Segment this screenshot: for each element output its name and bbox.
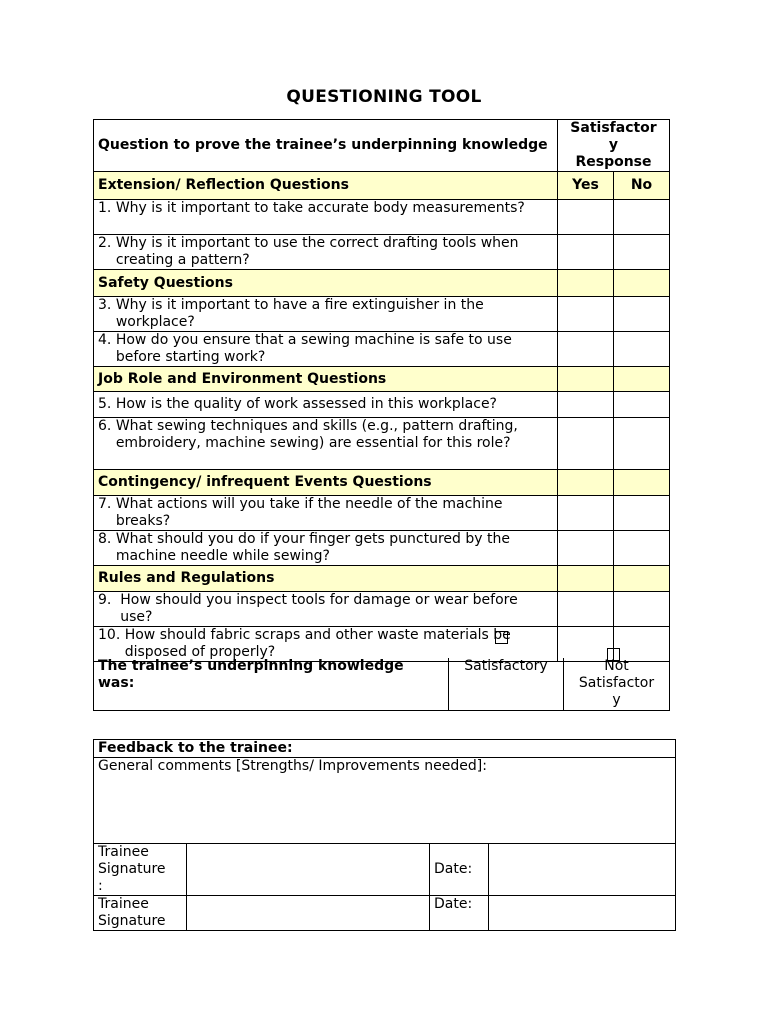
trainee-signature-label: Trainee Signature : (94, 844, 187, 896)
no-cell[interactable] (614, 332, 670, 367)
question-column-header: Question to prove the trainee’s underpinning knowledge (94, 120, 558, 172)
no-cell[interactable] (614, 392, 670, 418)
section-title: Job Role and Environment Questions (94, 367, 558, 392)
yes-cell[interactable] (558, 496, 614, 531)
question-row: 6. What sewing techniques and skills (e.g., pattern drafting, embroidery, machine sewing) are essential for this role? (94, 418, 670, 470)
no-cell[interactable] (614, 627, 670, 662)
yes-cell[interactable] (558, 200, 614, 235)
no-cell[interactable] (614, 418, 670, 470)
page-title: QUESTIONING TOOL (286, 87, 482, 107)
signature-row (94, 844, 676, 896)
question-text: Why is it important to have a fire extinguisher in the workplace? (115, 297, 484, 330)
question-row: 2. Why is it important to use the correct drafting tools when creating a pattern? (94, 235, 670, 270)
date-label: Date: (430, 844, 489, 896)
yes-cell[interactable] (558, 297, 614, 332)
section-title: Contingency/ infrequent Events Questions (94, 470, 558, 496)
yes-header: Yes (558, 172, 614, 200)
feedback-table (93, 739, 676, 931)
section-title: Rules and Regulations (94, 566, 558, 592)
question-row: 9. How should you inspect tools for damage or wear before use? (94, 592, 670, 627)
general-comments-label: General comments [Strengths/ Improvements needed]: (98, 758, 487, 774)
question-row: 10. How should fabric scraps and other waste materials be disposed of properly? (94, 627, 670, 662)
no-cell[interactable] (614, 531, 670, 566)
section-title: Safety Questions (94, 270, 558, 297)
question-text: Why is it important to take accurate body measurements? (115, 200, 525, 216)
date-label: Date: (430, 896, 489, 931)
yes-cell[interactable] (558, 392, 614, 418)
yes-cell[interactable] (558, 235, 614, 270)
yes-cell[interactable] (558, 418, 614, 470)
general-comments-field[interactable] (94, 758, 676, 844)
question-text: How should fabric scraps and other waste materials be disposed of properly? (124, 627, 511, 660)
trainee-signature-label: Trainee Signature (94, 896, 187, 931)
question-row: 3. Why is it important to have a fire extinguisher in the workplace? (94, 297, 670, 332)
question-row: 4. How do you ensure that a sewing machine is safe to use before starting work? (94, 332, 670, 367)
question-text: What sewing techniques and skills (e.g., pattern drafting, embroidery, machine sewing) are essential for this role? (115, 418, 518, 451)
header-row (94, 120, 670, 172)
response-column-header: Satisfactor y Response (558, 120, 670, 172)
questioning-table (93, 119, 670, 662)
signature-row (94, 896, 676, 931)
result-table (93, 658, 670, 711)
question-text: What actions will you take if the needle of the machine breaks? (115, 496, 503, 529)
section-row (94, 470, 670, 496)
date-field[interactable] (489, 844, 676, 896)
trainee-signature-field[interactable] (187, 896, 430, 931)
section-row (94, 270, 670, 297)
no-cell[interactable] (614, 496, 670, 531)
satisfactory-option[interactable]: Satisfactory (449, 658, 564, 710)
yes-cell[interactable] (558, 627, 614, 662)
yes-cell[interactable] (558, 592, 614, 627)
satisfactory-checkbox[interactable] (495, 631, 508, 644)
question-text: How do you ensure that a sewing machine is safe to use before starting work? (115, 332, 512, 365)
result-row (94, 658, 670, 710)
result-label: The trainee’s underpinning knowledge was: (94, 658, 449, 710)
question-text: How should you inspect tools for damage or wear before use? (120, 592, 518, 625)
question-row: 5. How is the quality of work assessed in this workplace? (94, 392, 670, 418)
question-row: 7. What actions will you take if the needle of the machine breaks? (94, 496, 670, 531)
section-row (94, 172, 670, 200)
section-row (94, 566, 670, 592)
not-satisfactory-checkbox[interactable] (607, 648, 620, 661)
date-field[interactable] (489, 896, 676, 931)
section-row (94, 367, 670, 392)
no-header: No (614, 172, 670, 200)
section-title: Extension/ Reflection Questions (94, 172, 558, 200)
question-row: 1. Why is it important to take accurate body measurements? (94, 200, 670, 235)
comments-row (94, 758, 676, 844)
not-satisfactory-option[interactable]: Not Satisfactor y (564, 658, 670, 710)
feedback-title-row (94, 740, 676, 758)
feedback-title: Feedback to the trainee: (94, 740, 676, 758)
trainee-signature-field[interactable] (187, 844, 430, 896)
question-row: 8. What should you do if your finger gets punctured by the machine needle while sewing? (94, 531, 670, 566)
yes-cell[interactable] (558, 531, 614, 566)
no-cell[interactable] (614, 297, 670, 332)
question-text: Why is it important to use the correct drafting tools when creating a pattern? (115, 235, 519, 268)
no-cell[interactable] (614, 235, 670, 270)
no-cell[interactable] (614, 592, 670, 627)
question-text: How is the quality of work assessed in this workplace? (115, 396, 497, 412)
yes-cell[interactable] (558, 332, 614, 367)
question-text: What should you do if your finger gets punctured by the machine needle while sewing? (115, 531, 510, 564)
no-cell[interactable] (614, 200, 670, 235)
